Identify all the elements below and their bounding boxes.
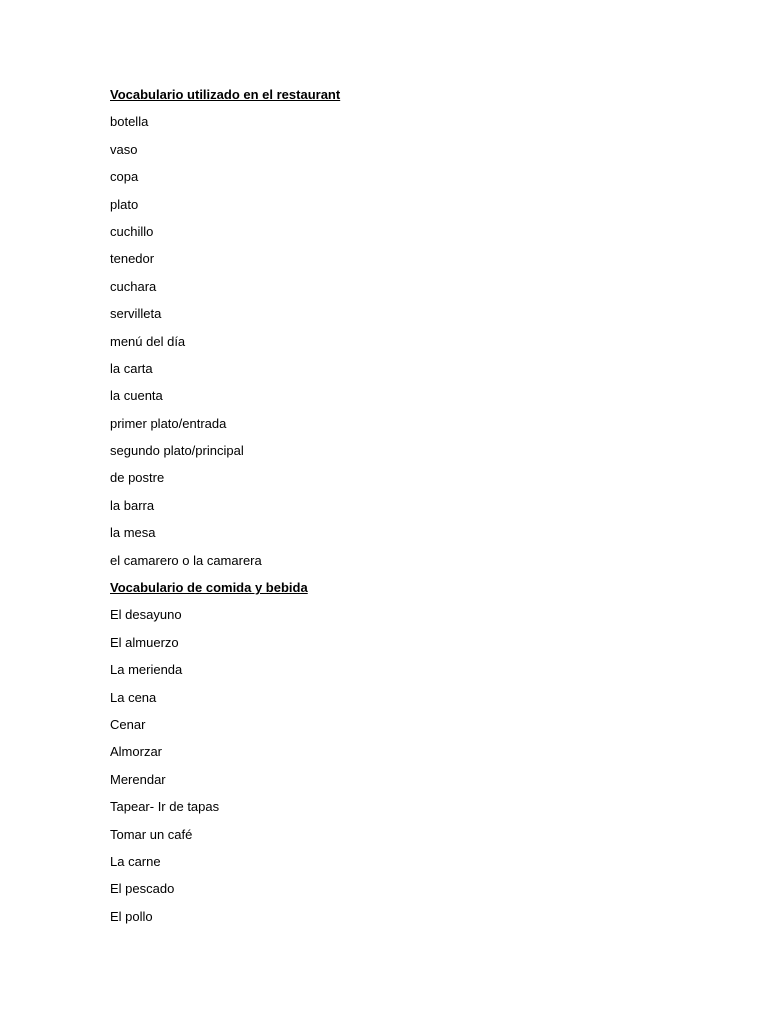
vocab-item: vaso — [110, 141, 138, 157]
vocab-item: de postre — [110, 470, 165, 486]
vocab-item: La cena — [110, 689, 157, 705]
vocab-item: la mesa — [110, 525, 156, 541]
vocab-item: El pollo — [110, 908, 153, 924]
vocab-item: copa — [110, 169, 139, 185]
vocab-item: El pescado — [110, 881, 175, 897]
vocab-item: plato — [110, 196, 139, 212]
vocab-item: Almorzar — [110, 744, 163, 760]
document-body — [110, 86, 670, 935]
vocab-item: Tomar un café — [110, 826, 193, 842]
vocab-item: segundo plato/principal — [110, 443, 244, 459]
vocab-item: botella — [110, 114, 149, 130]
vocab-item: Merendar — [110, 771, 166, 787]
vocab-item: Cenar — [110, 716, 146, 732]
vocab-item: La carne — [110, 853, 161, 869]
section-heading-food-drink: Vocabulario de comida y bebida — [110, 580, 308, 596]
vocab-item: cuchara — [110, 278, 157, 294]
vocab-item: cuchillo — [110, 223, 154, 239]
vocab-item: servilleta — [110, 306, 162, 322]
vocab-item: menú del día — [110, 333, 186, 349]
vocab-item: la carta — [110, 360, 153, 376]
vocab-item: tenedor — [110, 251, 155, 267]
vocab-item: la barra — [110, 497, 155, 513]
vocab-item: La merienda — [110, 662, 183, 678]
section-heading-restaurant: Vocabulario utilizado en el restaurant — [110, 87, 341, 102]
vocab-item: Tapear- Ir de tapas — [110, 799, 220, 815]
vocab-item: primer plato/entrada — [110, 415, 227, 431]
vocab-item: el camarero o la camarera — [110, 552, 262, 568]
vocab-item: la cuenta — [110, 388, 163, 404]
vocab-item: El desayuno — [110, 607, 182, 623]
vocab-item: El almuerzo — [110, 634, 179, 650]
